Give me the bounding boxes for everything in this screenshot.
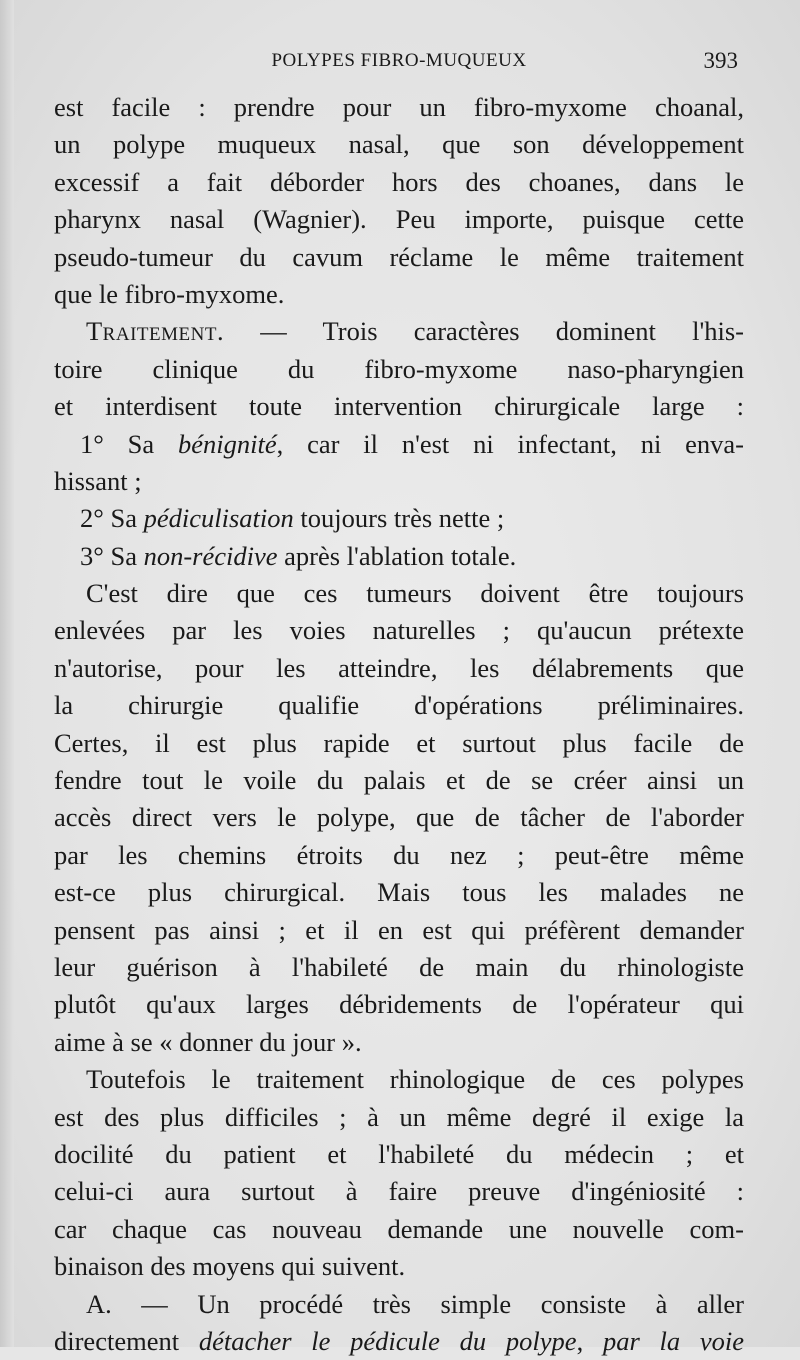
text-segment: Certes, il est plus rapide et surtout plus facile de [54,727,744,758]
text-segment: docilité du patient et l'habileté du médecin ; et [54,1138,744,1169]
text-line [54,650,744,687]
text-line [54,612,744,649]
text-line [54,500,744,537]
text-segment: plutôt qu'aux larges débridements de l'opérateur qui [54,989,744,1020]
text-segment: aime à se « donner du jour ». [54,1026,362,1057]
italic-text: bénignité [178,428,277,459]
running-title: POLYPES FIBRO-MUQUEUX [271,50,527,71]
text-line [54,986,744,1023]
text-line [54,276,744,313]
text-segment: 1° Sa [80,428,179,459]
text-line [54,89,744,126]
text-segment: toire clinique du fibro-myxome naso-pharyngien [54,353,744,384]
text-line [54,874,744,911]
body-text [54,89,744,1360]
text-segment: , [576,1325,603,1356]
text-segment: 2° Sa [80,503,144,534]
page-header [60,48,738,78]
text-segment: Toutefois le traitement rhinologique de ces polypes [86,1064,744,1095]
text-line [54,1173,744,1210]
text-segment: la chirurgie qualifie d'opérations préliminaires. [54,690,744,721]
text-line [54,912,744,949]
text-segment: n'autorise, pour les atteindre, les délabrements que [54,652,744,683]
text-segment: pseudo-tumeur du cavum réclame le même traitement [54,241,744,272]
text-segment: car chaque cas nouveau demande une nouvelle com- [54,1213,744,1244]
text-segment: celui-ci aura surtout à faire preuve d'ingéniosité : [54,1176,744,1207]
text-line [54,426,744,463]
text-line [54,1024,744,1061]
text-line [54,1061,744,1098]
text-line [54,1099,744,1136]
text-line [54,837,744,874]
text-line [54,725,744,762]
italic-text: pédiculisation [143,503,294,534]
section-heading: Traitement. [86,316,225,347]
italic-text: détacher le pédicule du polype [198,1325,577,1356]
text-line [54,351,744,388]
italic-text: non-récidive [143,540,278,571]
text-segment: 3° Sa [80,540,144,571]
text-line [54,575,744,612]
text-segment: accès direct vers le polype, que de tâcher de l'aborder [54,802,744,833]
text-segment: pensent pas ainsi ; et il en est qui préfèrent demander [54,914,744,945]
text-segment: et interdisent toute intervention chirurgicale large : [54,391,744,422]
text-line [54,1286,744,1323]
text-segment: pharynx nasal (Wagnier). Peu importe, puisque cette [54,204,744,235]
text-segment: fendre tout le voile du palais et de se créer ainsi un [54,765,744,796]
text-line [54,687,744,724]
text-line [54,388,744,425]
text-segment: — Trois caractères dominent l'his- [224,316,744,347]
text-segment: par les chemins étroits du nez ; peut-être même [54,839,744,870]
text-line [54,463,744,500]
text-segment: hissant ; [54,465,142,496]
text-line [54,1211,744,1248]
text-line [54,1323,744,1360]
text-segment: est des plus difficiles ; à un même degré il exige la [54,1101,744,1132]
text-line [54,164,744,201]
text-line [54,762,744,799]
text-line [54,239,744,276]
page-number: 393 [703,48,738,73]
text-segment: directement [54,1325,199,1356]
text-line [54,1248,744,1285]
italic-text: par la voie [602,1325,744,1356]
text-segment: A. — Un procédé très simple consiste à aller [86,1288,744,1319]
text-segment: que le fibro-myxome. [54,278,285,309]
text-line [54,313,744,350]
text-line [54,538,744,575]
text-segment: binaison des moyens qui suivent. [54,1251,406,1282]
text-segment: leur guérison à l'habileté de main du rhinologiste [54,951,744,982]
text-segment: toujours très nette ; [293,503,505,534]
text-segment: est facile : prendre pour un fibro-myxome choanal, [54,92,744,122]
text-line [54,949,744,986]
text-segment: , car il n'est ni infectant, ni enva- [276,428,744,459]
text-segment: un polype muqueux nasal, que son développement [54,129,744,160]
text-line [54,1136,744,1173]
text-segment: C'est dire que ces tumeurs doivent être toujours [86,578,744,609]
text-segment: est-ce plus chirurgical. Mais tous les malades ne [54,877,744,908]
page-binding-shadow [0,0,14,1347]
text-line [54,126,744,163]
text-segment: après l'ablation totale. [277,540,517,571]
text-line [54,201,744,238]
text-segment: excessif a fait déborder hors des choanes, dans le [54,166,744,197]
text-line [54,799,744,836]
text-segment: enlevées par les voies naturelles ; qu'aucun prétexte [54,615,744,646]
